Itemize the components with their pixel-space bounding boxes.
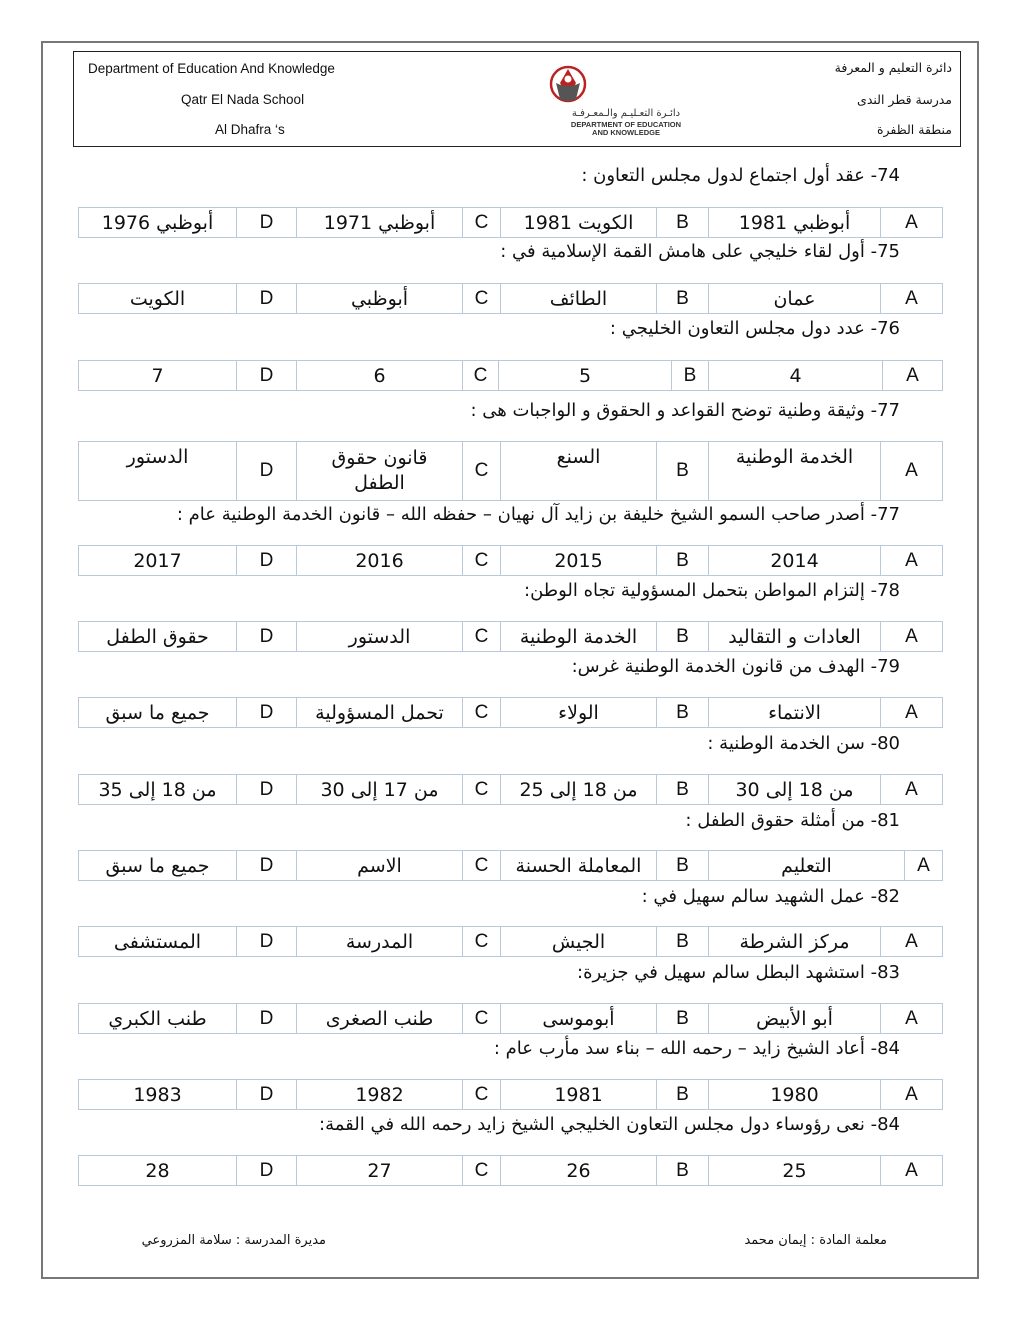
- answer-options: [78, 1155, 943, 1186]
- option-a-letter: A: [881, 442, 943, 501]
- option-c-text[interactable]: أبوظبي: [297, 284, 463, 314]
- option-a-text[interactable]: العادات و التقاليد: [709, 622, 881, 652]
- option-b-letter: B: [657, 442, 709, 501]
- option-a-text[interactable]: 25: [709, 1156, 881, 1186]
- option-d-letter: D: [237, 442, 297, 501]
- option-d-letter: D: [237, 1080, 297, 1110]
- option-a-letter: A: [881, 927, 943, 957]
- option-b-text[interactable]: أبوموسى: [501, 1004, 657, 1034]
- option-c-line-1: قانون حقوق: [331, 447, 428, 469]
- option-d-text[interactable]: من 18 إلى 35: [79, 775, 237, 805]
- option-d-letter: D: [237, 775, 297, 805]
- question-text: 74- عقد أول اجتماع لدول مجلس التعاون :: [581, 165, 900, 186]
- option-b-letter: B: [657, 208, 709, 238]
- answer-options: [78, 360, 943, 391]
- option-a-text[interactable]: أبو الأبيض: [709, 1004, 881, 1034]
- department-logo: [526, 59, 726, 137]
- logo-text-ar: دائـرة التعـليـم والـمعـرفـة: [571, 108, 681, 119]
- option-b-text[interactable]: 2015: [501, 546, 657, 576]
- logo-text-en-1: DEPARTMENT OF EDUCATION: [570, 120, 682, 129]
- option-d-text[interactable]: أبوظبي 1976: [79, 208, 237, 238]
- option-b-letter: B: [657, 851, 709, 881]
- option-d-text[interactable]: جميع ما سبق: [79, 698, 237, 728]
- option-d-text[interactable]: جميع ما سبق: [79, 851, 237, 881]
- teacher-signature: معلمة المادة : إيمان محمد: [744, 1233, 887, 1248]
- option-c-text[interactable]: الدستور: [297, 622, 463, 652]
- option-b-letter: B: [672, 361, 709, 391]
- option-d-letter: D: [237, 1004, 297, 1034]
- option-c-line-2: الطفل: [354, 472, 405, 494]
- header-department-ar: دائرة التعليم و المعرفة: [834, 60, 952, 75]
- option-c-text[interactable]: الاسم: [297, 851, 463, 881]
- option-c-letter: C: [463, 1004, 501, 1034]
- answer-options: [78, 545, 943, 576]
- option-a-text[interactable]: الانتماء: [709, 698, 881, 728]
- option-c-letter: C: [463, 851, 501, 881]
- answer-options: [78, 1079, 943, 1110]
- question-text: 77- وثيقة وطنية توضح القواعد و الحقوق و الواجبات هى :: [470, 400, 900, 421]
- option-c-letter: C: [463, 698, 501, 728]
- option-b-text[interactable]: الولاء: [501, 698, 657, 728]
- answer-options: [78, 283, 943, 314]
- answer-options: [78, 207, 943, 238]
- option-d-letter: D: [237, 284, 297, 314]
- option-a-letter: A: [881, 1156, 943, 1186]
- option-a-letter: A: [881, 284, 943, 314]
- option-d-letter: D: [237, 546, 297, 576]
- option-a-text[interactable]: 2014: [709, 546, 881, 576]
- option-b-text[interactable]: الخدمة الوطنية: [501, 622, 657, 652]
- answer-options: [78, 850, 943, 881]
- option-d-letter: D: [237, 361, 297, 391]
- option-d-text[interactable]: الكويت: [79, 284, 237, 314]
- option-a-text[interactable]: عمان: [709, 284, 881, 314]
- option-c-text[interactable]: تحمل المسؤولية: [297, 698, 463, 728]
- option-c-letter: C: [463, 208, 501, 238]
- option-a-letter: A: [905, 851, 943, 881]
- option-d-letter: D: [237, 622, 297, 652]
- option-b-letter: B: [657, 284, 709, 314]
- answer-options: [78, 926, 943, 957]
- option-a-letter: A: [881, 208, 943, 238]
- option-c-text[interactable]: 1982: [297, 1080, 463, 1110]
- option-b-letter: B: [657, 1080, 709, 1110]
- option-c-letter: C: [463, 927, 501, 957]
- question-text: 82- عمل الشهيد سالم سهيل في :: [641, 886, 900, 907]
- answer-options: [78, 621, 943, 652]
- option-c-letter: C: [463, 284, 501, 314]
- option-d-letter: D: [237, 851, 297, 881]
- option-b-letter: B: [657, 1004, 709, 1034]
- option-a-text[interactable]: 4: [709, 361, 883, 391]
- answer-options: [78, 697, 943, 728]
- option-a-letter: A: [881, 698, 943, 728]
- option-c-text[interactable]: 2016: [297, 546, 463, 576]
- option-c-letter: C: [463, 361, 499, 391]
- option-d-text[interactable]: طنب الكبري: [79, 1004, 237, 1034]
- header-region-en: Al Dhafra ‘s: [215, 122, 285, 137]
- question-text: 80- سن الخدمة الوطنية :: [707, 733, 900, 754]
- header-region-ar: منطقة الظفرة: [876, 122, 952, 137]
- option-d-letter: D: [237, 1156, 297, 1186]
- option-b-text[interactable]: الكويت 1981: [501, 208, 657, 238]
- option-c-letter: C: [463, 622, 501, 652]
- question-text: 75- أول لقاء خليجي على هامش القمة الإسلامية في :: [500, 241, 900, 262]
- question-text: 81- من أمثلة حقوق الطفل :: [685, 810, 900, 831]
- option-d-text[interactable]: المستشفى: [79, 927, 237, 957]
- option-b-text[interactable]: 26: [501, 1156, 657, 1186]
- option-c-text[interactable]: 27: [297, 1156, 463, 1186]
- option-c-letter: C: [463, 442, 501, 501]
- answer-options: [78, 441, 943, 501]
- answer-options: [78, 774, 943, 805]
- option-c-letter: C: [463, 1156, 501, 1186]
- option-d-letter: D: [237, 698, 297, 728]
- document-header: [73, 51, 961, 147]
- question-text: 84- أعاد الشيخ زايد – رحمه الله – بناء سد مأرب عام :: [493, 1038, 900, 1059]
- option-c-text[interactable]: 6: [297, 361, 463, 391]
- option-a-letter: A: [883, 361, 943, 391]
- header-school-en: Qatr El Nada School: [181, 92, 305, 107]
- option-d-text[interactable]: الدستور: [79, 442, 237, 501]
- option-d-letter: D: [237, 927, 297, 957]
- question-text: 77- أصدر صاحب السمو الشيخ خليفة بن زايد آل نهيان – حفظه الله – قانون الخدمة الوطنية عام :: [176, 504, 900, 525]
- option-b-text[interactable]: 5: [499, 361, 672, 391]
- option-b-letter: B: [657, 927, 709, 957]
- question-text: 76- عدد دول مجلس التعاون الخليجي :: [609, 318, 900, 339]
- option-c-text[interactable]: [297, 442, 463, 501]
- option-b-letter: B: [657, 622, 709, 652]
- option-a-text[interactable]: الخدمة الوطنية: [709, 442, 881, 501]
- option-a-letter: A: [881, 775, 943, 805]
- option-a-letter: A: [881, 622, 943, 652]
- option-b-letter: B: [657, 775, 709, 805]
- falcon-emblem-icon: [551, 67, 585, 101]
- option-d-text[interactable]: 2017: [79, 546, 237, 576]
- option-d-letter: D: [237, 208, 297, 238]
- option-b-text[interactable]: من 18 إلى 25: [501, 775, 657, 805]
- option-c-text[interactable]: من 17 إلى 30: [297, 775, 463, 805]
- question-text: 79- الهدف من قانون الخدمة الوطنية غرس:: [571, 656, 900, 677]
- option-c-text[interactable]: أبوظبي 1971: [297, 208, 463, 238]
- question-text: 84- نعى رؤوساء دول مجلس التعاون الخليجي الشيخ زايد رحمه الله في القمة:: [319, 1114, 900, 1135]
- header-department-en: Department of Education And Knowledge: [88, 61, 335, 76]
- option-d-text[interactable]: 1983: [79, 1080, 237, 1110]
- option-a-text[interactable]: أبوظبي 1981: [709, 208, 881, 238]
- option-a-text[interactable]: مركز الشرطة: [709, 927, 881, 957]
- option-a-letter: A: [881, 1004, 943, 1034]
- answer-options: [78, 1003, 943, 1034]
- option-b-letter: B: [657, 698, 709, 728]
- option-c-letter: C: [463, 546, 501, 576]
- question-text: 83- استشهد البطل سالم سهيل في جزيرة:: [577, 962, 900, 983]
- option-b-text[interactable]: السنع: [501, 442, 657, 501]
- option-c-text[interactable]: المدرسة: [297, 927, 463, 957]
- option-a-letter: A: [881, 1080, 943, 1110]
- option-b-text[interactable]: المعاملة الحسنة: [501, 851, 657, 881]
- option-a-letter: A: [881, 546, 943, 576]
- option-b-text[interactable]: الجيش: [501, 927, 657, 957]
- option-b-letter: B: [657, 1156, 709, 1186]
- option-b-text[interactable]: الطائف: [501, 284, 657, 314]
- option-a-text[interactable]: 1980: [709, 1080, 881, 1110]
- option-b-letter: B: [657, 546, 709, 576]
- option-b-text[interactable]: 1981: [501, 1080, 657, 1110]
- principal-signature: مديرة المدرسة : سلامة المزروعي: [141, 1233, 326, 1248]
- option-a-text[interactable]: من 18 إلى 30: [709, 775, 881, 805]
- option-d-text[interactable]: حقوق الطفل: [79, 622, 237, 652]
- option-c-letter: C: [463, 1080, 501, 1110]
- option-c-text[interactable]: طنب الصغرى: [297, 1004, 463, 1034]
- question-text: 78- إلتزام المواطن بتحمل المسؤولية تجاه الوطن:: [524, 580, 900, 601]
- option-d-text[interactable]: 28: [79, 1156, 237, 1186]
- logo-text-en-2: AND KNOWLEDGE: [592, 128, 660, 137]
- header-school-ar: مدرسة قطر الندى: [857, 92, 952, 107]
- option-d-text[interactable]: 7: [79, 361, 237, 391]
- option-c-letter: C: [463, 775, 501, 805]
- option-a-text[interactable]: التعليم: [709, 851, 905, 881]
